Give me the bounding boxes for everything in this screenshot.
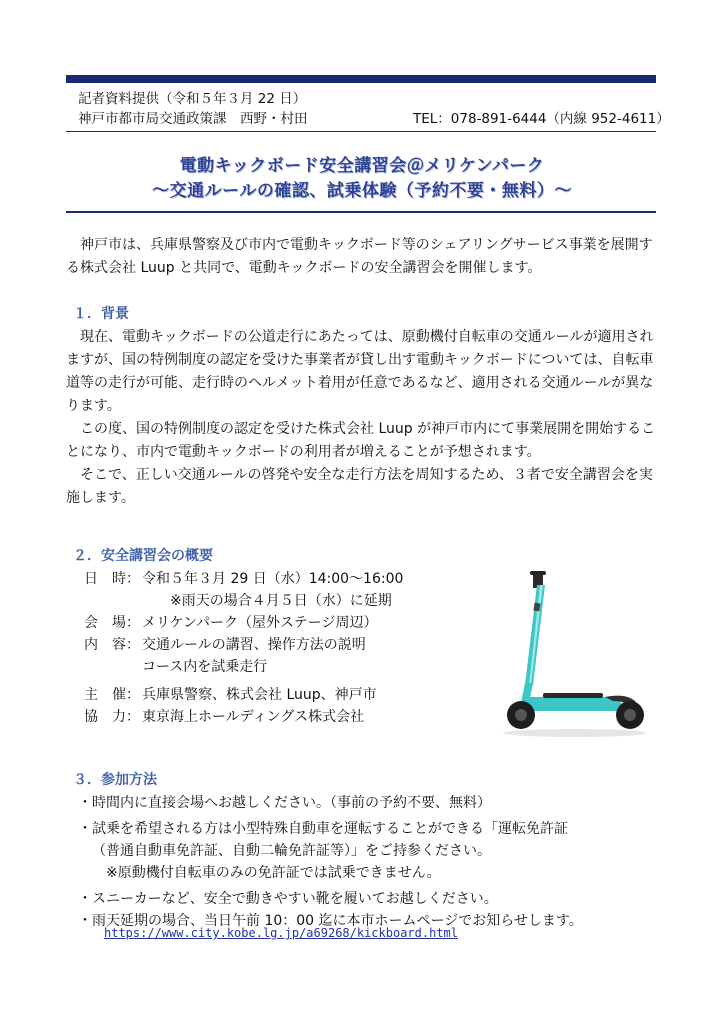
intro-paragraph — [66, 234, 662, 280]
background-text-3: そこで、正しい交通ルールの啓発や安全な走行方法を周知するため、３者で安全講習会を実施します。 — [66, 467, 653, 506]
participation-item-2-cont: （普通自動車免許証、自動二輪免許証等）」をご持参ください。 — [92, 843, 491, 859]
venue-value: メリケンパーク（屋外ステージ周辺） — [142, 615, 378, 631]
department-contact: 神戸市都市局交通政策課 西野・村田 — [78, 111, 308, 127]
press-release-date: 記者資料提供（令和５年３月 22 日） — [78, 91, 307, 107]
datetime-value: 令和５年３月 29 日（水）14:00～16:00 — [142, 571, 404, 587]
participation-item-4: ・雨天延期の場合、当日午前 10：00 迄に本市ホームページでお知らせします。 — [78, 913, 583, 929]
section-heading-participation: ３．参加方法 — [73, 772, 157, 788]
venue-label: 会 場： — [84, 615, 140, 631]
participation-item-2-note: ※原動機付自転車のみの免許証では試乗できません。 — [106, 865, 441, 881]
section-heading-overview: ２．安全講習会の概要 — [73, 548, 213, 564]
participation-item-1: ・時間内に直接会場へお越しください。（事前の予約不要、無料） — [78, 795, 491, 811]
participation-item-2: ・試乗を希望される方は小型特殊自動車を運転することができる「運転免許証 — [78, 821, 568, 837]
page-subtitle: ～交通ルールの確認、試乗体験（予約不要・無料）～ — [152, 181, 572, 201]
telephone: TEL：078-891-6444（内線 952-4611） — [413, 111, 670, 127]
content-value-2: コース内を試乗走行 — [142, 659, 268, 675]
intro-text: 神戸市は、兵庫県警察及び市内で電動キックボード等のシェアリングサービス事業を展開する株式会社 Luup と共同で、電動キックボードの安全講習会を開催します。 — [66, 237, 653, 276]
content-value: 交通ルールの講習、操作方法の説明 — [142, 637, 366, 653]
title-rule — [66, 211, 656, 213]
datetime-note: ※雨天の場合４月５日（水）に延期 — [170, 593, 392, 609]
cooperation-label: 協 力： — [84, 709, 140, 725]
background-text-2: この度、国の特例制度の認定を受けた株式会社 Luup が神戸市内にて事業展開を開始することになり、市内で電動キックボードの利用者が増えることが予想されます。 — [66, 421, 656, 460]
host-value: 兵庫県警察、株式会社 Luup、神戸市 — [142, 687, 377, 703]
top-rule — [66, 75, 656, 83]
electric-scooter-image — [485, 565, 655, 740]
background-paragraphs — [66, 326, 662, 510]
participation-item-3: ・スニーカーなど、安全で動きやすい靴を履いてお越しください。 — [78, 891, 498, 907]
content-label: 内 容： — [84, 637, 140, 653]
scooter-deck-mat — [543, 693, 603, 698]
background-text-1: 現在、電動キックボードの公道走行にあたっては、原動機付自転車の交通ルールが適用されますが、国の特例制度の認定を受けた事業者が貸し出す電動キックボードについては、自転車道等の走行が可能、走行時のヘルメット着用が任意であるなど、適用される交通ルールが異なります。 — [66, 329, 654, 414]
host-label: 主 催： — [84, 687, 140, 703]
page-title: 電動キックボード安全講習会＠メリケンパーク — [179, 156, 545, 176]
participation-list — [78, 792, 583, 932]
event-details — [84, 568, 403, 728]
kobe-city-link[interactable]: https://www.city.kobe.lg.jp/a69268/kickboard.html — [104, 926, 459, 940]
datetime-label: 日 時： — [84, 571, 140, 587]
header-rule — [66, 131, 656, 132]
cooperation-value: 東京海上ホールディングス株式会社 — [142, 709, 365, 725]
section-heading-background: １．背景 — [73, 306, 129, 322]
